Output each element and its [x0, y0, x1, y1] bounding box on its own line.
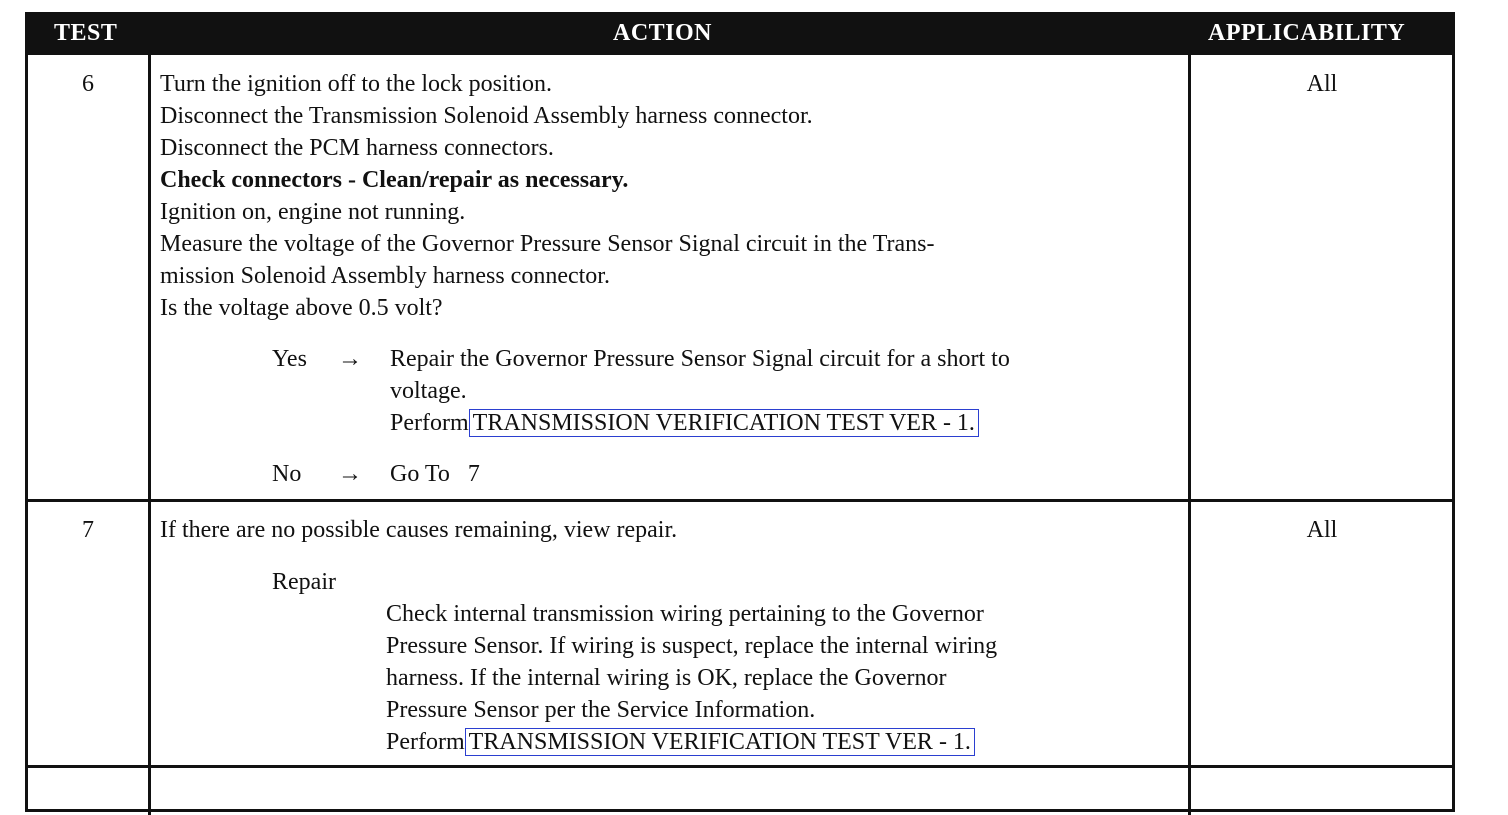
repair-text-block: [386, 598, 1181, 758]
action-intro: If there are no possible causes remaining, view repair.: [160, 517, 678, 543]
no-outcome: Go To 7: [390, 461, 480, 487]
repair-line: Check internal transmission wiring pertaining to the Governor: [386, 601, 984, 627]
table-header: [28, 15, 1452, 55]
header-applicability: APPLICABILITY: [1208, 20, 1406, 46]
repair-label: Repair: [272, 569, 336, 595]
perform-label: Perform: [386, 729, 465, 755]
verification-test-link[interactable]: TRANSMISSION VERIFICATION TEST VER - 1.: [465, 728, 975, 756]
no-label: No: [272, 461, 302, 487]
repair-line: Pressure Sensor. If wiring is suspect, replace the internal wiring: [386, 633, 998, 659]
perform-line: [386, 726, 1181, 758]
action-line: Ignition on, engine not running.: [160, 199, 466, 225]
yes-label: Yes: [272, 346, 307, 372]
repair-line: Pressure Sensor per the Service Information.: [386, 697, 816, 723]
action-line: Turn the ignition off to the lock position.: [160, 71, 553, 97]
header-action: ACTION: [613, 20, 713, 46]
diagnostic-table: [25, 12, 1455, 812]
right-arrow-icon: →: [338, 346, 362, 372]
yes-outcome-line: Repair the Governor Pressure Sensor Signal circuit for a short to: [390, 346, 1010, 372]
action-line: Measure the voltage of the Governor Pressure Sensor Signal circuit in the Trans-: [160, 231, 935, 257]
action-line: Is the voltage above 0.5 volt?: [160, 295, 443, 321]
test-number: 7: [82, 517, 94, 543]
perform-line: [390, 407, 1185, 439]
action-line: Disconnect the PCM harness connectors.: [160, 135, 554, 161]
row-divider: [28, 499, 1452, 502]
column-divider: [148, 55, 151, 815]
repair-line: harness. If the internal wiring is OK, replace the Governor: [386, 665, 947, 691]
verification-test-link[interactable]: TRANSMISSION VERIFICATION TEST VER - 1.: [469, 409, 979, 437]
action-line-emphasis: Check connectors - Clean/repair as necessary.: [160, 167, 629, 193]
column-divider: [1188, 55, 1191, 815]
action-line: Disconnect the Transmission Solenoid Assembly harness connector.: [160, 103, 813, 129]
row-divider: [28, 765, 1452, 768]
action-line: mission Solenoid Assembly harness connector.: [160, 263, 610, 289]
test-number: 6: [82, 71, 94, 97]
applicability-value: All: [1306, 71, 1338, 97]
yes-outcome-line: voltage.: [390, 378, 467, 404]
right-arrow-icon: →: [338, 461, 362, 487]
applicability-value: All: [1306, 517, 1338, 543]
perform-label: Perform: [390, 410, 469, 436]
action-text-block: [160, 68, 1180, 324]
yes-outcome: [390, 343, 1185, 439]
header-test: TEST: [54, 20, 118, 46]
